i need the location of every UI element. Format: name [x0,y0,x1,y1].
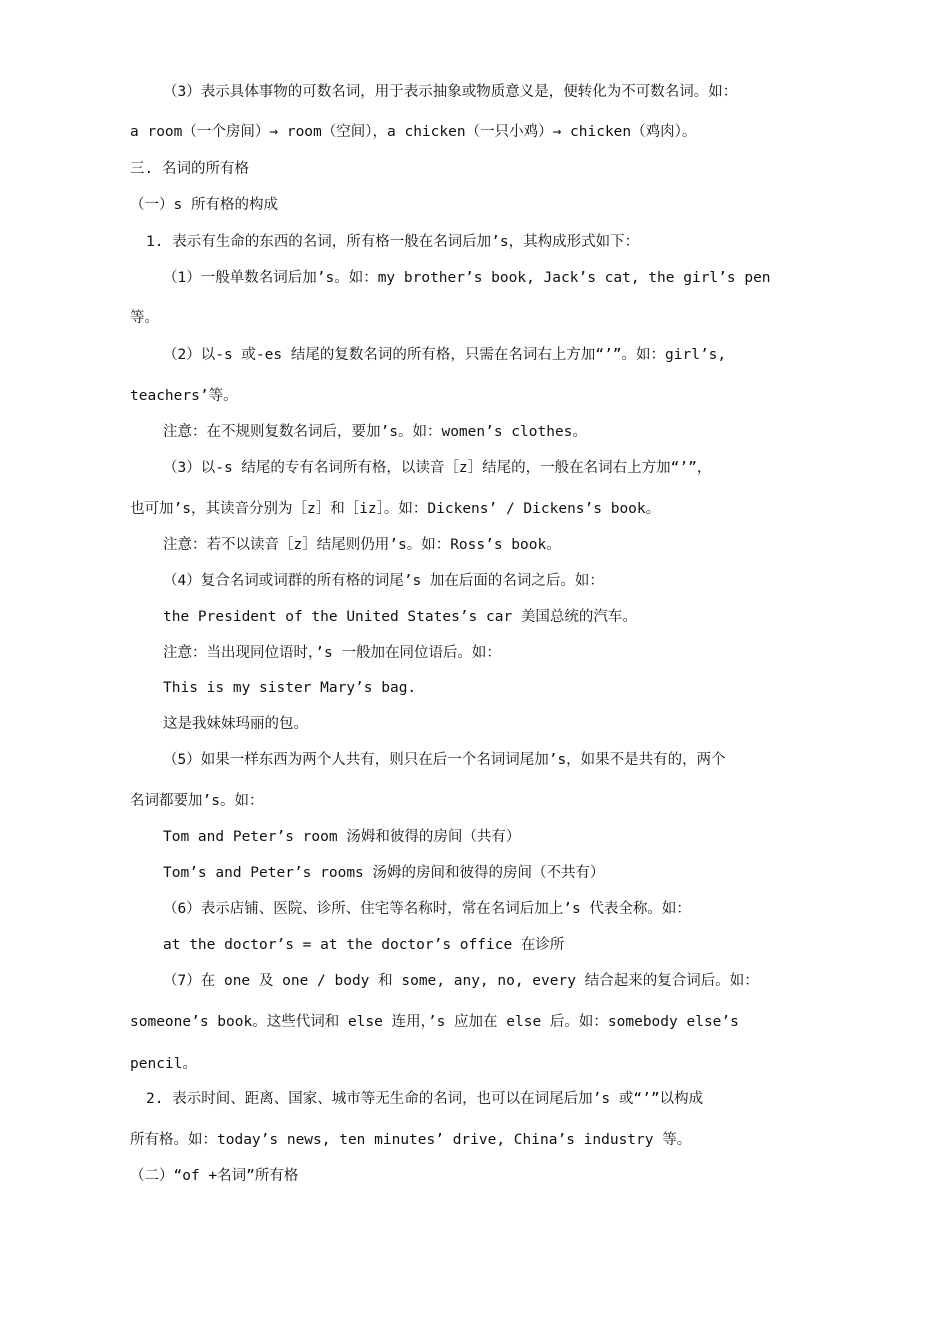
paragraph-line: 等。 [130,310,159,326]
note-line: 注意：若不以读音［z］结尾则仍用’s。如：Ross’s book。 [163,537,561,553]
example-line: This is my sister Mary’s bag. [163,680,417,696]
paragraph-line: （7）在 one 及 one / body 和 some, any, no, every 结合起来的复合词后。如： [163,973,759,989]
example-line: Tom and Peter’s room 汤姆和彼得的房间（共有） [163,829,521,845]
paragraph-line: 1. 表示有生命的东西的名词，所有格一般在名词后加’s，其构成形式如下： [146,234,640,250]
paragraph-line: 所有格。如：today’s news, ten minutes’ drive, China’s industry 等。 [130,1132,692,1148]
paragraph-line: pencil。 [130,1056,197,1072]
example-line: Tom’s and Peter’s rooms 汤姆的房间和彼得的房间（不共有） [163,865,605,881]
paragraph-line: someone’s book。这些代词和 else 连用，’s 应加在 else 后。如：somebody else’s [130,1014,739,1030]
section-heading: 三. 名词的所有格 [130,161,249,177]
paragraph-line: teachers’等。 [130,388,238,404]
paragraph-line: （3）表示具体事物的可数名词，用于表示抽象或物质意义是，便转化为不可数名词。如： [163,84,738,100]
paragraph-line: （4）复合名词或词群的所有格的词尾’s 加在后面的名词之后。如： [163,573,604,589]
paragraph-line: （3）以-s 结尾的专有名词所有格，以读音［z］结尾的，一般在名词右上方加“’”， [163,460,712,476]
paragraph-line: 2. 表示时间、距离、国家、城市等无生命的名词，也可以在词尾后加’s 或“’”以构成 [146,1091,704,1107]
subsection-heading: （一）s 所有格的构成 [130,197,278,213]
paragraph-line: （5）如果一样东西为两个人共有，则只在后一个名词词尾加’s，如果不是共有的，两个 [163,752,726,768]
paragraph-line: （1）一般单数名词后加’s。如：my brother’s book, Jack’s cat, the girl’s pen [163,270,771,286]
subsection-heading: （二）“of +名词”所有格 [130,1168,299,1184]
note-line: 注意：在不规则复数名词后，要加’s。如：women’s clothes。 [163,424,587,440]
paragraph-line: a room（一个房间）→ room（空间），a chicken（一只小鸡）→ chicken（鸡肉）。 [130,124,697,140]
paragraph-line: 名词都要加’s。如： [130,793,264,809]
example-line: at the doctor’s = at the doctor’s office 在诊所 [163,937,565,953]
paragraph-line: 也可加’s，其读音分别为［z］和［iz］。如：Dickens’ / Dickens’s book。 [130,501,661,517]
note-line: 注意：当出现同位语时，’s 一般加在同位语后。如： [163,645,501,661]
paragraph-line: （2）以-s 或-es 结尾的复数名词的所有格，只需在名词右上方加“’”。如：girl’s, [163,347,727,363]
example-line: 这是我妹妹玛丽的包。 [163,716,308,732]
example-line: the President of the United States’s car 美国总统的汽车。 [163,609,637,625]
paragraph-line: （6）表示店铺、医院、诊所、住宅等名称时，常在名词后加上’s 代表全称。如： [163,901,691,917]
